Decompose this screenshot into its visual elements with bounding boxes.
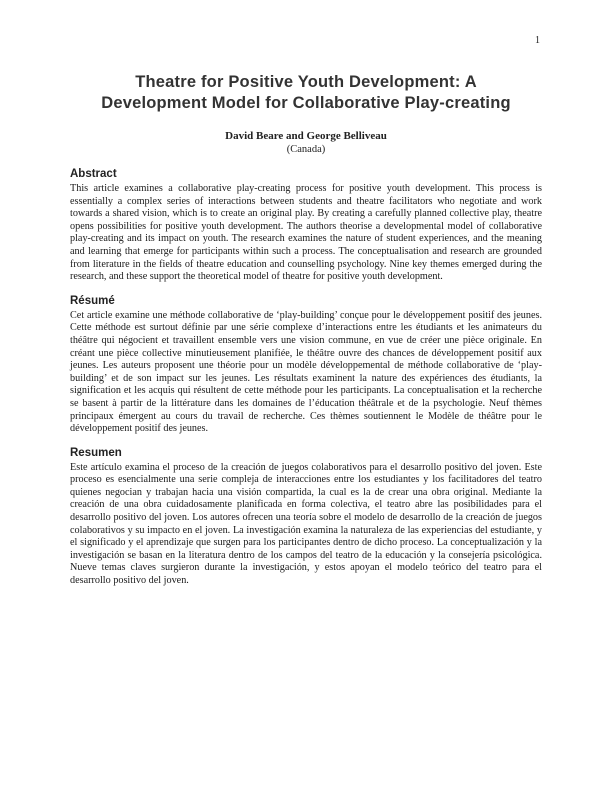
abstract-body: This article examines a collaborative play-creating process for positive youth development. This process is essentially a complex series of interactions between students and theatre facilitators who negotiate and work towards a shared vision, which is to create an original play. By creating a carefully planned collective play, theatre opens possibilities for positive youth development. The authors theorise a developmental model of collaborative play-creating and its impact on youth. The research examines the nature of student experiences, and the meaning and learning that emerge for participants within such a process. The conceptualisation and research are grounded from literature in the fields of theatre education and counselling psychology. Nine key themes emerged during the research, and these support the theoretical model of theatre for positive youth development.: [70, 183, 542, 283]
country: (Canada): [286, 144, 326, 155]
page-number: 1: [535, 35, 540, 46]
title-line-1: Theatre for Positive Youth Development: A: [135, 73, 477, 91]
title-line-2: Development Model for Collaborative Play-creating: [101, 94, 511, 112]
resume-heading: Résumé: [70, 294, 115, 307]
resumen-body: Este artículo examina el proceso de la creación de juegos colaborativos para el desarrollo positivo del joven. Este proceso es esencialmente una serie compleja de interacciones entre los estudiantes y los facilitadores del teatro quienes negocian y trabajan hacia una visión compartida, la cual es la de crear una obra original. Mediante la creación de una obra cuidadosamente planificada en forma colectiva, el teatro abre las posibilidades para el desarrollo positivo del joven. Los autores ofrecen una teoría sobre el modelo de desarrollo de la creación de juegos colaborativos y su impacto en el joven. La investigación examina la naturaleza de las experiencias del estudiante, y el significado y el aprendizaje que surgen para los participantes dentro de dicho proceso. La conceptualización y la investigación se basan en la literatura dentro de los campos del teatro de la educación y la consejería psicológica. Nueve temas claves surgieron durante la investigación, y estos apoyan el modelo teórico del teatro para el desarrollo positivo del joven.: [70, 461, 542, 587]
resume-body: Cet article examine une méthode collaborative de ‘play-building’ conçue pour le développement positif des jeunes. Cette méthode est surtout définie par une série complexe d’interactions entre les étudiants et les animateurs du théâtre qui négocient et travaillent ensemble vers une vision commune, en vue de créer une pièce originale. En créant une pièce collective minutieusement planifiée, le théâtre ouvre des chances de développement positif aux jeunes. Les auteurs proposent une théorie pour un modèle développemental de méthode collaborative de ‘play-building’ et de son impact sur les jeunes. Les résultats examinent la nature des expériences des étudiants, la signification et les acquis qui résultent de cette méthode pour les participants. La conceptualisation et la recherche se basent à partir de la littérature dans les domaines de l’éducation théâtrale et de la psychologie. Neuf thèmes principaux émergent au cours du travail de recherche. Ces thèmes soutiennent le Modèle de théâtre pour le développement positif des jeunes.: [70, 309, 542, 435]
abstract-heading: Abstract: [70, 168, 117, 180]
article-content: [70, 72, 542, 588]
article-title: [70, 72, 542, 114]
authors: David Beare and George Belliveau: [225, 130, 387, 142]
resumen-heading: Resumen: [70, 446, 122, 459]
